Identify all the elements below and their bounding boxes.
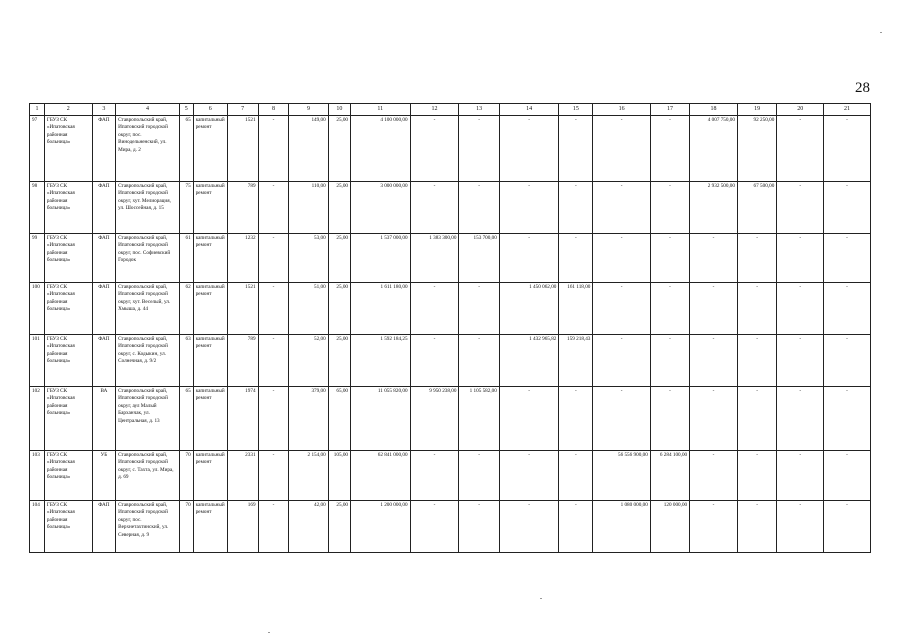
cell-col-4: Ставропольский край, Ипатовский городской округ, пос. Верхнетахтинский, ул. Северная, д. 9 — [116, 501, 180, 553]
cell-col-11: 1 200 000,00 — [351, 501, 411, 553]
column-header-2: 2 — [44, 104, 92, 116]
cell-col-15: 161 118,00 — [559, 283, 593, 335]
cell-col-3: ВА — [92, 387, 115, 451]
cell-col-10: 25,00 — [328, 116, 350, 182]
cell-col-16: - — [593, 234, 650, 283]
cell-col-6: капитальный ремонт — [193, 182, 227, 234]
cell-col-11: 62 841 000,00 — [351, 451, 411, 501]
cell-col-16: - — [593, 335, 650, 387]
cell-col-15: - — [559, 451, 593, 501]
column-header-14: 14 — [499, 104, 559, 116]
cell-col-18: - — [690, 451, 738, 501]
scan-speck — [540, 598, 542, 599]
table-row — [30, 387, 871, 451]
cell-col-13: - — [459, 116, 499, 182]
cell-col-3: ФАП — [92, 283, 115, 335]
cell-col-19: - — [737, 501, 776, 553]
cell-col-17: - — [650, 283, 689, 335]
cell-col-18: - — [690, 335, 738, 387]
cell-col-9: 2 154,00 — [289, 451, 328, 501]
cell-col-3: ФАП — [92, 182, 115, 234]
cell-col-12: 1 383 300,00 — [410, 234, 459, 283]
cell-col-19: - — [737, 387, 776, 451]
cell-col-15: - — [559, 182, 593, 234]
cell-col-20: - — [777, 182, 824, 234]
cell-col-4: Ставропольский край, Ипатовский городской округ, хут. Веселый, ул. Хмыша, д. 44 — [116, 283, 180, 335]
cell-col-17: - — [650, 116, 689, 182]
cell-col-12: - — [410, 182, 459, 234]
cell-col-15: - — [559, 501, 593, 553]
cell-col-5: 65 — [179, 387, 193, 451]
cell-col-8: - — [258, 501, 289, 553]
cell-col-16: - — [593, 387, 650, 451]
cell-col-9: 110,00 — [289, 182, 328, 234]
cell-col-16: - — [593, 182, 650, 234]
cell-col-19: - — [737, 234, 776, 283]
cell-col-14: - — [499, 182, 559, 234]
cell-col-14: - — [499, 501, 559, 553]
table-row — [30, 451, 871, 501]
cell-col-12: - — [410, 116, 459, 182]
cell-col-9: 42,00 — [289, 501, 328, 553]
cell-col-2: ГБУЗ СК «Ипатовская районная больница» — [44, 501, 92, 553]
cell-col-1: 102 — [30, 387, 45, 451]
cell-col-5: 62 — [179, 283, 193, 335]
column-header-20: 20 — [777, 104, 824, 116]
cell-col-5: 70 — [179, 451, 193, 501]
cell-col-1: 98 — [30, 182, 45, 234]
cell-col-7: 2331 — [227, 451, 258, 501]
cell-col-20: - — [777, 283, 824, 335]
cell-col-3: ФАП — [92, 335, 115, 387]
table-row — [30, 116, 871, 182]
column-header-6: 6 — [193, 104, 227, 116]
cell-col-11: 1 611 180,00 — [351, 283, 411, 335]
cell-col-20: - — [777, 387, 824, 451]
cell-col-14: 1 450 062,00 — [499, 283, 559, 335]
cell-col-12: - — [410, 501, 459, 553]
column-header-1: 1 — [30, 104, 45, 116]
cell-col-11: 1 592 184,25 — [351, 335, 411, 387]
table-row — [30, 182, 871, 234]
facilities-table — [29, 103, 871, 553]
column-header-8: 8 — [258, 104, 289, 116]
cell-col-15: - — [559, 387, 593, 451]
cell-col-6: капитальный ремонт — [193, 501, 227, 553]
cell-col-13: - — [459, 335, 499, 387]
cell-col-9: 52,00 — [289, 335, 328, 387]
cell-col-17: - — [650, 234, 689, 283]
cell-col-1: 100 — [30, 283, 45, 335]
cell-col-13: - — [459, 451, 499, 501]
cell-col-3: ФАП — [92, 116, 115, 182]
table-row — [30, 335, 871, 387]
cell-col-11: 3 000 000,00 — [351, 182, 411, 234]
column-header-17: 17 — [650, 104, 689, 116]
cell-col-13: 1 105 582,00 — [459, 387, 499, 451]
column-header-19: 19 — [737, 104, 776, 116]
cell-col-7: 1232 — [227, 234, 258, 283]
cell-col-18: - — [690, 387, 738, 451]
cell-col-18: - — [690, 234, 738, 283]
cell-col-3: УБ — [92, 451, 115, 501]
cell-col-21: - — [824, 501, 871, 553]
cell-col-17: 120 000,00 — [650, 501, 689, 553]
cell-col-17: - — [650, 387, 689, 451]
cell-col-9: 53,00 — [289, 234, 328, 283]
cell-col-17: - — [650, 182, 689, 234]
cell-col-7: 1521 — [227, 116, 258, 182]
column-header-9: 9 — [289, 104, 328, 116]
cell-col-15: 159 218,43 — [559, 335, 593, 387]
cell-col-10: 25,00 — [328, 335, 350, 387]
column-header-18: 18 — [690, 104, 738, 116]
cell-col-12: 9 950 238,00 — [410, 387, 459, 451]
cell-col-18: 4 007 750,00 — [690, 116, 738, 182]
cell-col-14: - — [499, 451, 559, 501]
cell-col-16: 56 556 900,00 — [593, 451, 650, 501]
cell-col-21: - — [824, 283, 871, 335]
cell-col-17: 6 284 100,00 — [650, 451, 689, 501]
cell-col-3: ФАП — [92, 501, 115, 553]
cell-col-5: 65 — [179, 116, 193, 182]
cell-col-17: - — [650, 335, 689, 387]
cell-col-13: 153 700,00 — [459, 234, 499, 283]
cell-col-15: - — [559, 116, 593, 182]
cell-col-12: - — [410, 451, 459, 501]
cell-col-20: - — [777, 335, 824, 387]
column-header-11: 11 — [351, 104, 411, 116]
cell-col-14: - — [499, 387, 559, 451]
cell-col-7: 1974 — [227, 387, 258, 451]
cell-col-20: - — [777, 116, 824, 182]
cell-col-8: - — [258, 182, 289, 234]
cell-col-6: капитальный ремонт — [193, 234, 227, 283]
cell-col-18: - — [690, 283, 738, 335]
cell-col-2: ГБУЗ СК «Ипатовская районная больница» — [44, 234, 92, 283]
cell-col-3: ФАП — [92, 234, 115, 283]
cell-col-4: Ставропольский край, Ипатовский городской округ, пос. Софиевский Городок — [116, 234, 180, 283]
column-header-13: 13 — [459, 104, 499, 116]
cell-col-4: Ставропольский край, Ипатовский городской округ, аул Малый Барханчак, ул. Центральная, д. 13 — [116, 387, 180, 451]
cell-col-7: 789 — [227, 182, 258, 234]
column-header-5: 5 — [179, 104, 193, 116]
cell-col-8: - — [258, 234, 289, 283]
cell-col-8: - — [258, 116, 289, 182]
cell-col-4: Ставропольский край, Ипатовский городской округ, с. Кодыкин, ул. Солнечная, д. 9/2 — [116, 335, 180, 387]
cell-col-8: - — [258, 387, 289, 451]
cell-col-20: - — [777, 501, 824, 553]
cell-col-13: - — [459, 283, 499, 335]
cell-col-10: 25,00 — [328, 501, 350, 553]
column-header-7: 7 — [227, 104, 258, 116]
cell-col-19: - — [737, 451, 776, 501]
table-row — [30, 234, 871, 283]
cell-col-9: 149,00 — [289, 116, 328, 182]
cell-col-11: 4 100 000,00 — [351, 116, 411, 182]
column-header-16: 16 — [593, 104, 650, 116]
cell-col-14: 1 432 965,82 — [499, 335, 559, 387]
cell-col-4: Ставропольский край, Ипатовский городской округ, хут. Мелиорация, ул. Шоссейная, д. 15 — [116, 182, 180, 234]
column-header-10: 10 — [328, 104, 350, 116]
cell-col-9: 51,00 — [289, 283, 328, 335]
cell-col-7: 169 — [227, 501, 258, 553]
scan-speck — [880, 32, 882, 33]
cell-col-6: капитальный ремонт — [193, 283, 227, 335]
cell-col-13: - — [459, 182, 499, 234]
cell-col-4: Ставропольский край, Ипатовский городской округ, с. Тахта, ул. Мира, д. 69 — [116, 451, 180, 501]
cell-col-2: ГБУЗ СК «Ипатовская районная больница» — [44, 283, 92, 335]
cell-col-5: 63 — [179, 335, 193, 387]
cell-col-6: капитальный ремонт — [193, 387, 227, 451]
column-header-4: 4 — [116, 104, 180, 116]
cell-col-8: - — [258, 335, 289, 387]
cell-col-10: 25,00 — [328, 234, 350, 283]
cell-col-5: 70 — [179, 501, 193, 553]
cell-col-21: - — [824, 116, 871, 182]
cell-col-11: 1 537 000,00 — [351, 234, 411, 283]
cell-col-14: - — [499, 234, 559, 283]
cell-col-18: - — [690, 501, 738, 553]
cell-col-18: 2 932 500,00 — [690, 182, 738, 234]
cell-col-20: - — [777, 234, 824, 283]
cell-col-10: 25,00 — [328, 182, 350, 234]
column-header-3: 3 — [92, 104, 115, 116]
column-header-12: 12 — [410, 104, 459, 116]
scan-speck — [268, 632, 270, 633]
table-row — [30, 283, 871, 335]
cell-col-2: ГБУЗ СК «Ипатовская районная больница» — [44, 387, 92, 451]
cell-col-16: - — [593, 116, 650, 182]
cell-col-2: ГБУЗ СК «Ипатовская районная больница» — [44, 335, 92, 387]
cell-col-21: - — [824, 234, 871, 283]
page-number: 28 — [855, 80, 870, 96]
cell-col-12: - — [410, 283, 459, 335]
cell-col-16: - — [593, 283, 650, 335]
cell-col-9: 379,00 — [289, 387, 328, 451]
cell-col-19: - — [737, 335, 776, 387]
cell-col-1: 104 — [30, 501, 45, 553]
cell-col-1: 103 — [30, 451, 45, 501]
cell-col-21: - — [824, 335, 871, 387]
cell-col-19: 92 250,00 — [737, 116, 776, 182]
cell-col-4: Ставропольский край, Ипатовский городской округ, пос. Винодельненский, ул. Мира, д. 2 — [116, 116, 180, 182]
column-header-21: 21 — [824, 104, 871, 116]
cell-col-21: - — [824, 387, 871, 451]
cell-col-19: - — [737, 283, 776, 335]
cell-col-20: - — [777, 451, 824, 501]
cell-col-10: 25,00 — [328, 283, 350, 335]
cell-col-2: ГБУЗ СК «Ипатовская районная больница» — [44, 451, 92, 501]
cell-col-6: капитальный ремонт — [193, 335, 227, 387]
cell-col-1: 97 — [30, 116, 45, 182]
cell-col-10: 65,00 — [328, 387, 350, 451]
cell-col-19: 67 500,00 — [737, 182, 776, 234]
cell-col-1: 101 — [30, 335, 45, 387]
cell-col-13: - — [459, 501, 499, 553]
cell-col-6: капитальный ремонт — [193, 116, 227, 182]
cell-col-21: - — [824, 182, 871, 234]
cell-col-12: - — [410, 335, 459, 387]
cell-col-6: капитальный ремонт — [193, 451, 227, 501]
table-row — [30, 501, 871, 553]
cell-col-16: 1 080 000,00 — [593, 501, 650, 553]
header-row — [30, 104, 871, 116]
cell-col-2: ГБУЗ СК «Ипатовская районная больница» — [44, 182, 92, 234]
cell-col-7: 1521 — [227, 283, 258, 335]
cell-col-10: 105,00 — [328, 451, 350, 501]
cell-col-8: - — [258, 283, 289, 335]
cell-col-11: 11 055 820,00 — [351, 387, 411, 451]
cell-col-21: - — [824, 451, 871, 501]
cell-col-7: 789 — [227, 335, 258, 387]
cell-col-1: 99 — [30, 234, 45, 283]
column-header-15: 15 — [559, 104, 593, 116]
cell-col-5: 75 — [179, 182, 193, 234]
cell-col-5: 61 — [179, 234, 193, 283]
cell-col-8: - — [258, 451, 289, 501]
cell-col-2: ГБУЗ СК «Ипатовская районная больница» — [44, 116, 92, 182]
cell-col-14: - — [499, 116, 559, 182]
cell-col-15: - — [559, 234, 593, 283]
